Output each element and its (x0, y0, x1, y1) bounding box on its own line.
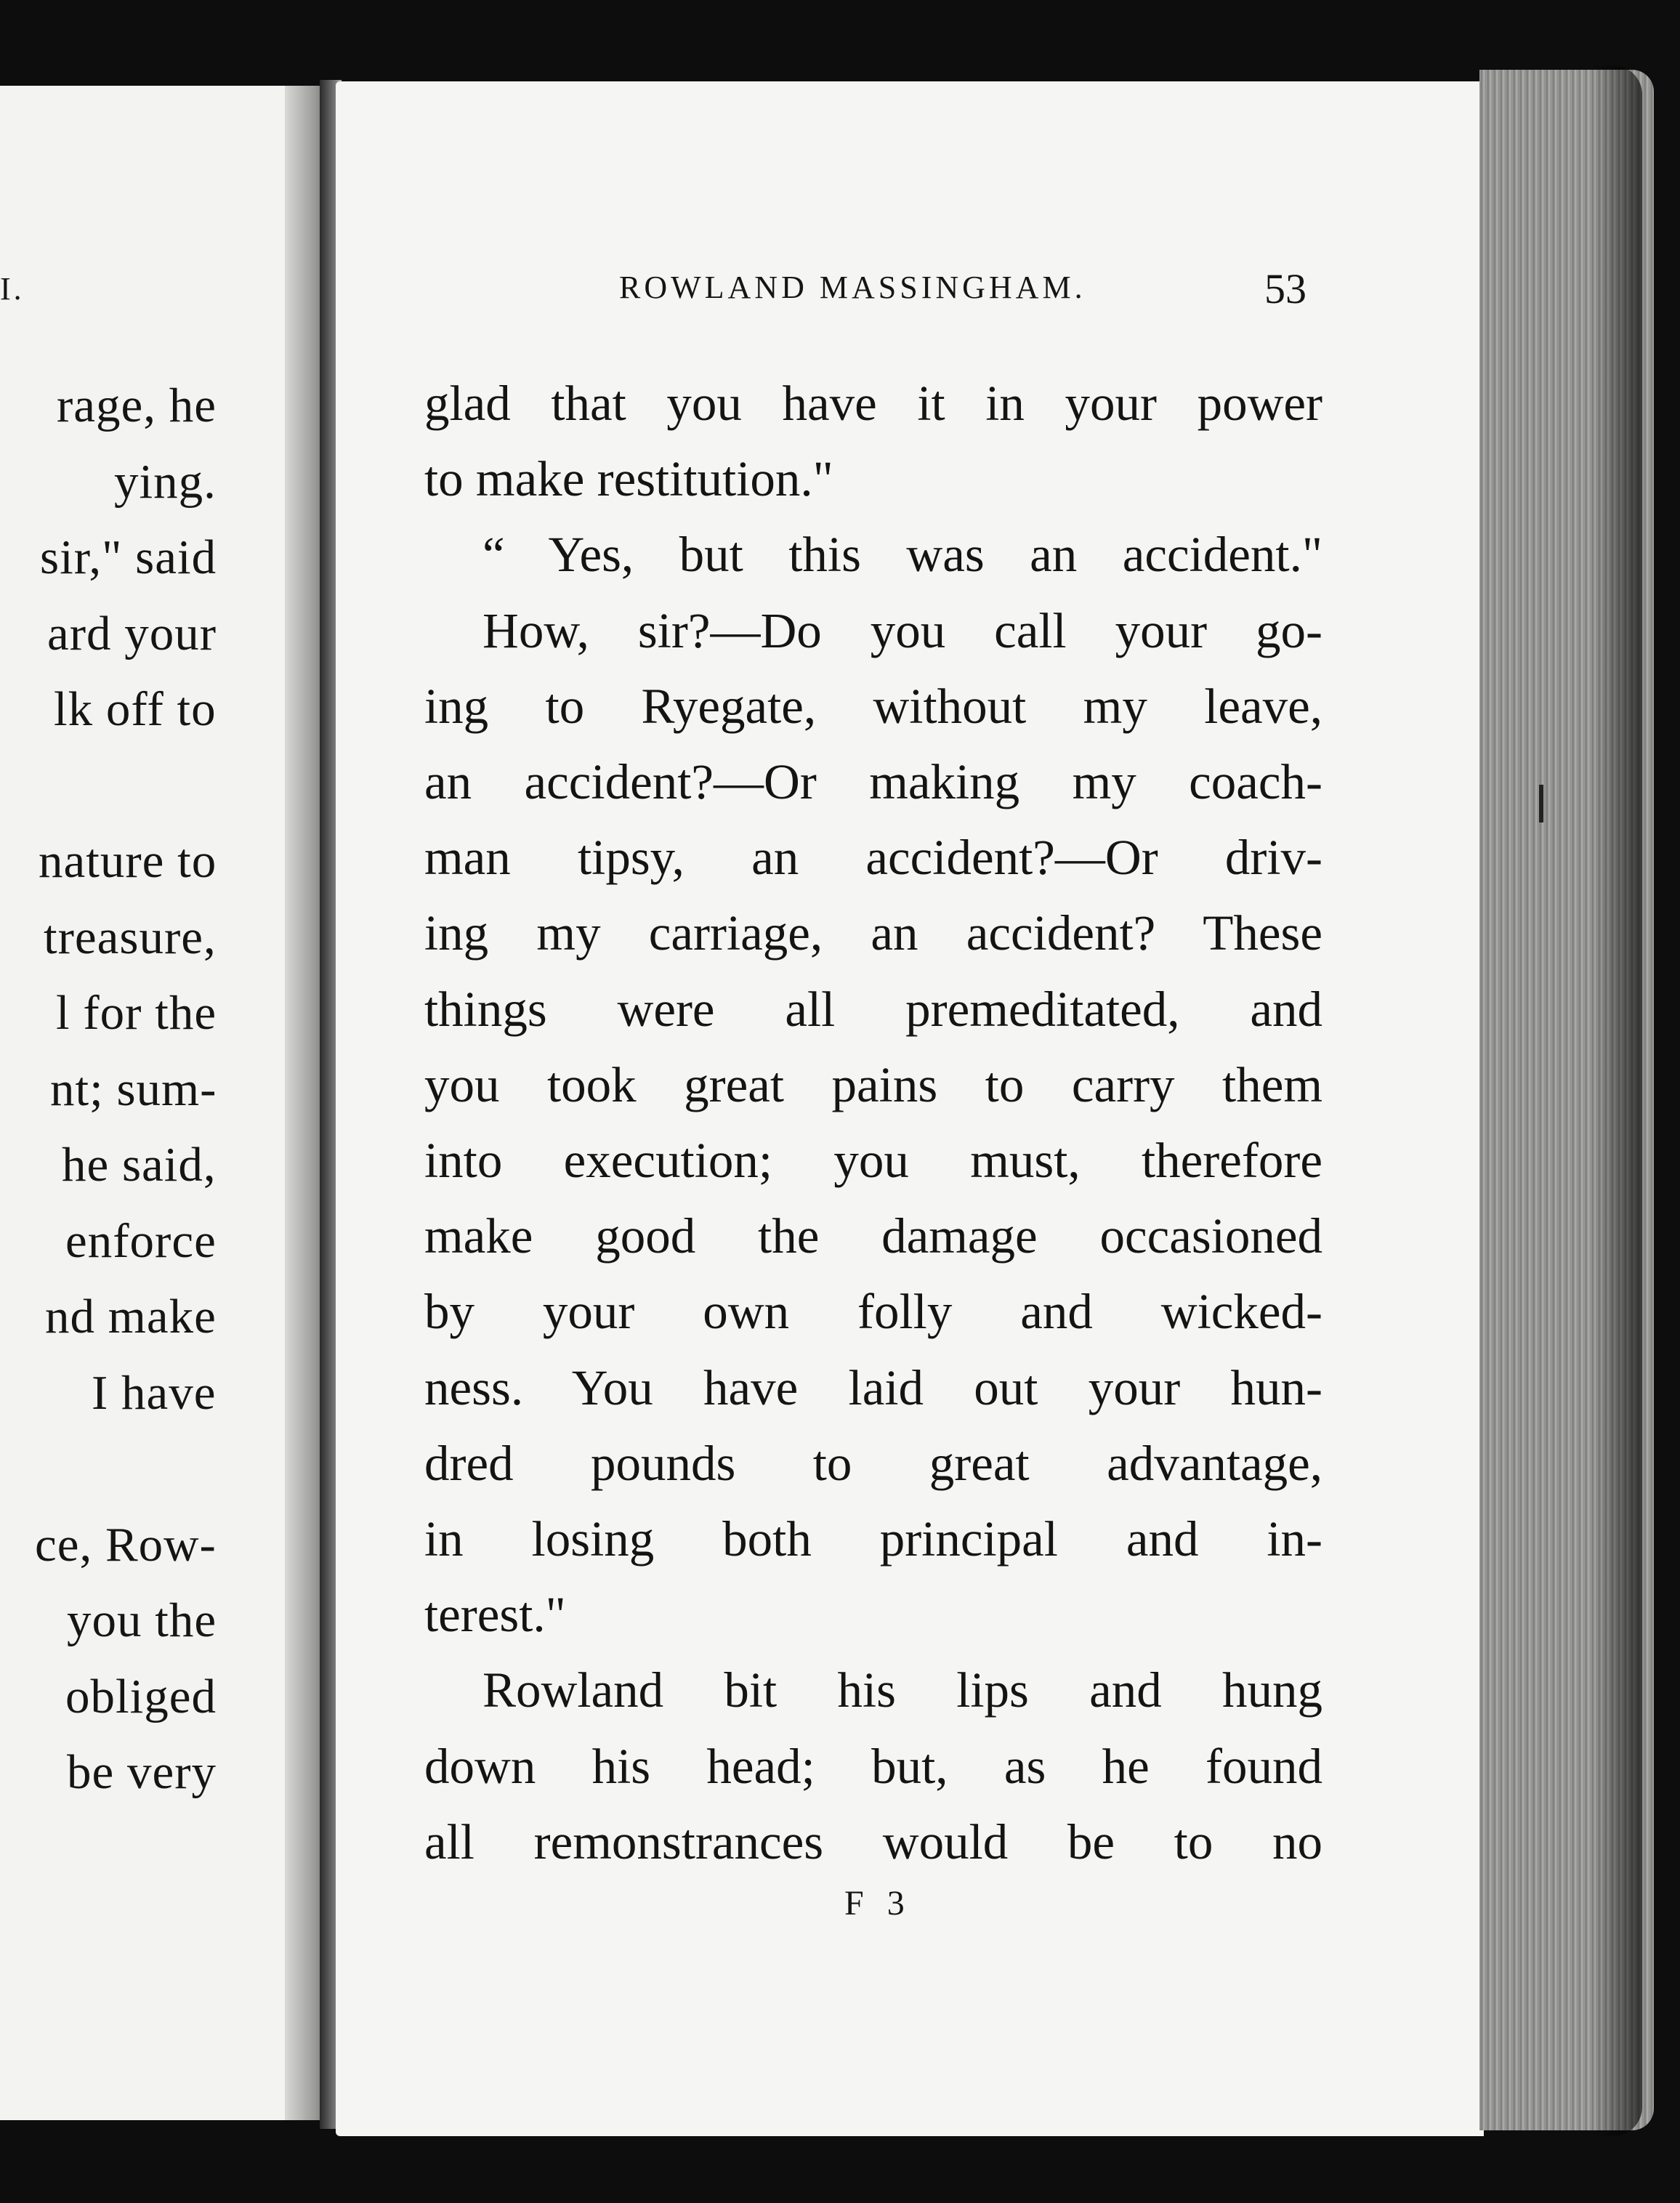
text-line: glad that you have it in your power (424, 376, 1322, 431)
left-page-line: treasure, (44, 910, 217, 964)
left-page-line: sir," said (40, 530, 217, 584)
text-line: you took great pains to carry them (424, 1056, 1322, 1112)
left-page-line: you the (67, 1593, 217, 1647)
text-line: into execution; you must, therefore (424, 1133, 1322, 1188)
text-line: Rowland bit his lips and hung (482, 1662, 1322, 1718)
left-page-line: nt; sum- (50, 1062, 217, 1116)
text-line: ing to Ryegate, without my leave, (424, 678, 1322, 734)
text-line: terest." (424, 1587, 566, 1643)
text-line: man tipsy, an accident?—Or driv- (424, 830, 1322, 886)
text-line: all remonstrances would be to no (424, 1814, 1322, 1869)
left-page-line: obliged (65, 1669, 217, 1723)
left-page-line: l for the (56, 986, 217, 1040)
text-line: “ Yes, but this was an accident." (482, 527, 1322, 583)
left-page-line: rage, he (57, 379, 217, 432)
left-page-line: enforce (65, 1213, 217, 1268)
left-page-line: ying. (114, 454, 217, 509)
left-page-line: nature to (39, 834, 217, 888)
page-mark (1539, 785, 1543, 822)
text-line: dred pounds to great advantage, (424, 1435, 1322, 1491)
left-page-line: ce, Row- (35, 1517, 217, 1572)
text-line: by your own folly and wicked- (424, 1284, 1322, 1340)
text-line: down his head; but, as he found (424, 1738, 1322, 1794)
text-line: ing my carriage, an accident? These (424, 905, 1322, 961)
text-line: How, sir?—Do you call your go- (482, 602, 1322, 658)
left-page-line: lk off to (54, 682, 217, 736)
left-page-line: I have (92, 1365, 217, 1420)
text-line: things were all premeditated, and (424, 981, 1322, 1037)
left-page-line: ard your (47, 606, 217, 660)
text-line: make good the damage occasioned (424, 1208, 1322, 1264)
signature-mark: F 3 (844, 1884, 912, 1923)
left-running-head: I. (0, 271, 25, 307)
left-page-line: be very (67, 1745, 217, 1799)
left-page-line: he said, (62, 1138, 217, 1192)
text-line: in losing both principal and in- (424, 1511, 1322, 1567)
left-page-line: nd make (45, 1290, 217, 1343)
page-number: 53 (1264, 265, 1307, 312)
text-line: to make restitution." (424, 451, 833, 507)
text-line: an accident?—Or making my coach- (424, 754, 1322, 809)
running-head: ROWLAND MASSINGHAM. (619, 270, 1086, 305)
text-line: ness. You have laid out your hun- (424, 1359, 1322, 1415)
book-edge-shadow (1591, 65, 1642, 2136)
